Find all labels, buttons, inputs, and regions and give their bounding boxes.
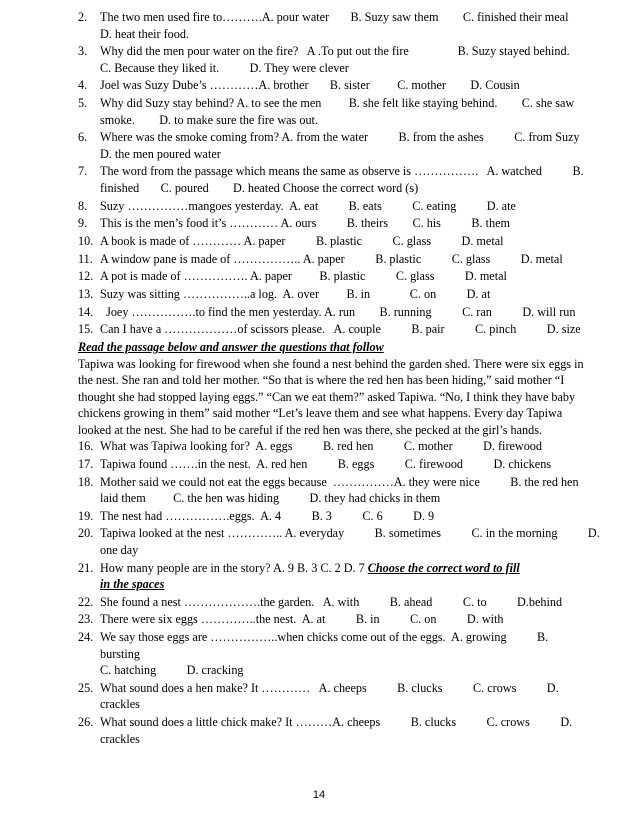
question-line: A book is made of ………… A. paper B. plastic C. glass D. metal	[100, 234, 504, 248]
question-line: How many people are in the story? A. 9 B. 3 C. 2 D. 7	[100, 560, 368, 575]
question-text	[100, 198, 608, 215]
question-text	[100, 43, 608, 76]
question-line: finished C. poured D. heated Choose the correct word (s)	[100, 180, 419, 195]
question-number: 7.	[78, 164, 88, 179]
question-item	[78, 560, 608, 593]
question-number: 19.	[78, 508, 94, 523]
section-heading-inline-continued: in the spaces	[100, 577, 165, 592]
question-text	[100, 77, 608, 94]
question-line: A pot is made of ……………. A. paper B. plastic C. glass D. metal	[100, 269, 507, 284]
question-line: There were six eggs …………..the nest. A. at B. in C. on D. with	[100, 612, 504, 627]
question-item	[78, 611, 608, 628]
question-item	[78, 286, 608, 303]
question-item	[78, 9, 608, 42]
question-text	[100, 268, 608, 285]
question-line: Tapiwa looked at the nest ………….. A. everyday B. sometimes C. in the morning D.	[100, 526, 600, 541]
question-line: C. Because they liked it. D. They were clever	[100, 60, 349, 75]
section-heading: Read the passage below and answer the questions that follow	[78, 340, 384, 355]
question-number: 13.	[78, 287, 94, 302]
question-number: 14.	[78, 304, 94, 319]
question-line: crackles	[100, 731, 140, 746]
question-number: 9.	[78, 216, 88, 231]
question-item	[78, 438, 608, 455]
question-item	[78, 594, 608, 611]
question-item	[78, 215, 608, 232]
question-number: 12.	[78, 269, 94, 284]
question-line: bursting	[100, 646, 140, 661]
question-number: 4.	[78, 78, 88, 93]
question-number: 3.	[78, 44, 88, 59]
question-number: 10.	[78, 234, 94, 248]
passage-line: Tapiwa was looking for firewood when she found a nest behind the garden shed. There were six eggs in	[78, 356, 584, 371]
question-line: The word from the passage which means the same as observe is ……………. A. watched B.	[100, 164, 584, 179]
question-number: 17.	[78, 456, 94, 471]
page-number: 14	[312, 789, 326, 801]
page-content	[78, 9, 608, 748]
question-number: 20.	[78, 526, 94, 541]
question-text	[100, 286, 608, 303]
question-number: 15.	[78, 322, 94, 337]
question-text	[100, 508, 608, 525]
question-line: D. the men poured water	[100, 146, 221, 161]
question-text	[100, 215, 608, 232]
question-line: The nest had …………….eggs. A. 4 B. 3 C. 6 D. 9	[100, 508, 435, 523]
question-text	[100, 594, 608, 611]
passage-line: thought she had stopped laying eggs.” “Can we eat them?” asked Tapiwa. “No, I think they have baby	[78, 389, 576, 404]
question-text	[100, 9, 608, 42]
question-item	[78, 321, 608, 338]
question-item	[78, 525, 608, 558]
question-line: What sound does a little chick make? It ………A. cheeps B. clucks C. crows D.	[100, 715, 573, 729]
question-text	[100, 129, 608, 162]
question-line: Why did Suzy stay behind? A. to see the men B. she felt like staying behind. C. she saw	[100, 96, 575, 111]
question-line: smoke. D. to make sure the fire was out.	[100, 112, 318, 127]
question-item	[78, 233, 608, 250]
reading-passage	[78, 356, 608, 439]
question-line: We say those eggs are ……………..when chicks come out of the eggs. A. growing B.	[100, 630, 549, 645]
question-number: 23.	[78, 612, 94, 627]
question-number: 26.	[78, 715, 94, 729]
question-list-c	[78, 594, 608, 747]
question-number: 18.	[78, 474, 94, 489]
question-list-a	[78, 9, 608, 338]
question-item	[78, 629, 608, 679]
question-number: 2.	[78, 10, 88, 24]
question-line: What was Tapiwa looking for? A. eggs B. red hen C. mother D. firewood	[100, 439, 542, 454]
question-line: Why did the men pour water on the fire? A .To put out the fire B. Suzy stayed behind.	[100, 44, 570, 59]
question-number: 5.	[78, 96, 88, 111]
question-line: Suzy ……………mangoes yesterday. A. eat B. eats C. eating D. ate	[100, 198, 516, 213]
question-text	[100, 233, 608, 250]
question-item	[78, 474, 608, 507]
question-line: C. hatching D. cracking	[100, 663, 244, 678]
question-line: Tapiwa found …….in the nest. A. red hen B. eggs C. firewood D. chickens	[100, 456, 552, 471]
question-text	[100, 251, 608, 268]
question-text	[100, 525, 608, 558]
question-item	[78, 304, 608, 321]
question-item	[78, 95, 608, 128]
question-text	[100, 560, 608, 593]
question-item	[78, 251, 608, 268]
question-text	[100, 304, 608, 321]
question-line: laid them C. the hen was hiding D. they had chicks in them	[100, 491, 441, 505]
question-item	[78, 714, 608, 747]
question-line: D. heat their food.	[100, 26, 190, 41]
question-text	[100, 474, 608, 507]
question-line: This is the men’s food it’s ………… A. ours B. theirs C. his B. them	[100, 216, 510, 231]
question-number: 24.	[78, 630, 94, 645]
question-line: The two men used fire to……….A. pour water B. Suzy saw them C. finished their meal	[100, 10, 569, 24]
question-item	[78, 163, 608, 196]
question-line: Joel was Suzy Dube’s …………A. brother B. sister C. mother D. Cousin	[100, 78, 520, 93]
question-line: one day	[100, 542, 139, 557]
question-item	[78, 456, 608, 473]
question-item	[78, 129, 608, 162]
question-line: Suzy was sitting ……………..a log. A. over B. in C. on D. at	[100, 287, 491, 302]
question-number: 8.	[78, 198, 88, 213]
question-line: Mother said we could not eat the eggs because ……………A. they were nice B. the red hen	[100, 474, 579, 489]
question-line: Can I have a ………………of scissors please. A. couple B. pair C. pinch D. size	[100, 322, 581, 337]
question-item	[78, 680, 608, 713]
question-text	[100, 680, 608, 713]
question-line: A window pane is made of …………….. A. paper B. plastic C. glass D. metal	[100, 251, 563, 266]
question-number: 25.	[78, 680, 94, 695]
passage-line: the nest. She ran and told her mother. “So that is where the red hen has been hiding,” said mother “I	[78, 373, 565, 388]
passage-line: looked at the nest. She had to be careful if the red hen was there, she pecked at the girl’s hands.	[78, 422, 542, 437]
section-heading-inline: Choose the correct word to fill	[367, 560, 520, 575]
question-text	[100, 438, 608, 455]
question-line: crackles	[100, 697, 140, 712]
question-text	[100, 629, 608, 679]
question-line: Joey …………….to find the men yesterday. A. run B. running C. ran D. will run	[100, 304, 576, 319]
question-text	[100, 95, 608, 128]
question-number: 21.	[78, 560, 94, 575]
question-line: Where was the smoke coming from? A. from the water B. from the ashes C. from Suzy	[100, 130, 580, 145]
question-item	[78, 268, 608, 285]
question-item	[78, 77, 608, 94]
question-item	[78, 198, 608, 215]
question-line: What sound does a hen make? It ………… A. cheeps B. clucks C. crows D.	[100, 680, 559, 695]
question-list-b	[78, 438, 608, 558]
question-text	[100, 456, 608, 473]
question-text	[100, 611, 608, 628]
question-line: She found a nest ……………….the garden. A. with B. ahead C. to D.behind	[100, 594, 563, 609]
question-number: 22.	[78, 594, 94, 609]
question-number: 6.	[78, 130, 88, 145]
question-text	[100, 321, 608, 338]
question-text	[100, 714, 608, 747]
question-text	[100, 163, 608, 196]
question-number: 11.	[78, 251, 93, 266]
passage-line: chickens growing in them” said mother “Let’s leave them and see what happens. Every day Tapiwa	[78, 406, 563, 421]
question-item	[78, 508, 608, 525]
question-number: 16.	[78, 439, 94, 454]
question-item	[78, 43, 608, 76]
